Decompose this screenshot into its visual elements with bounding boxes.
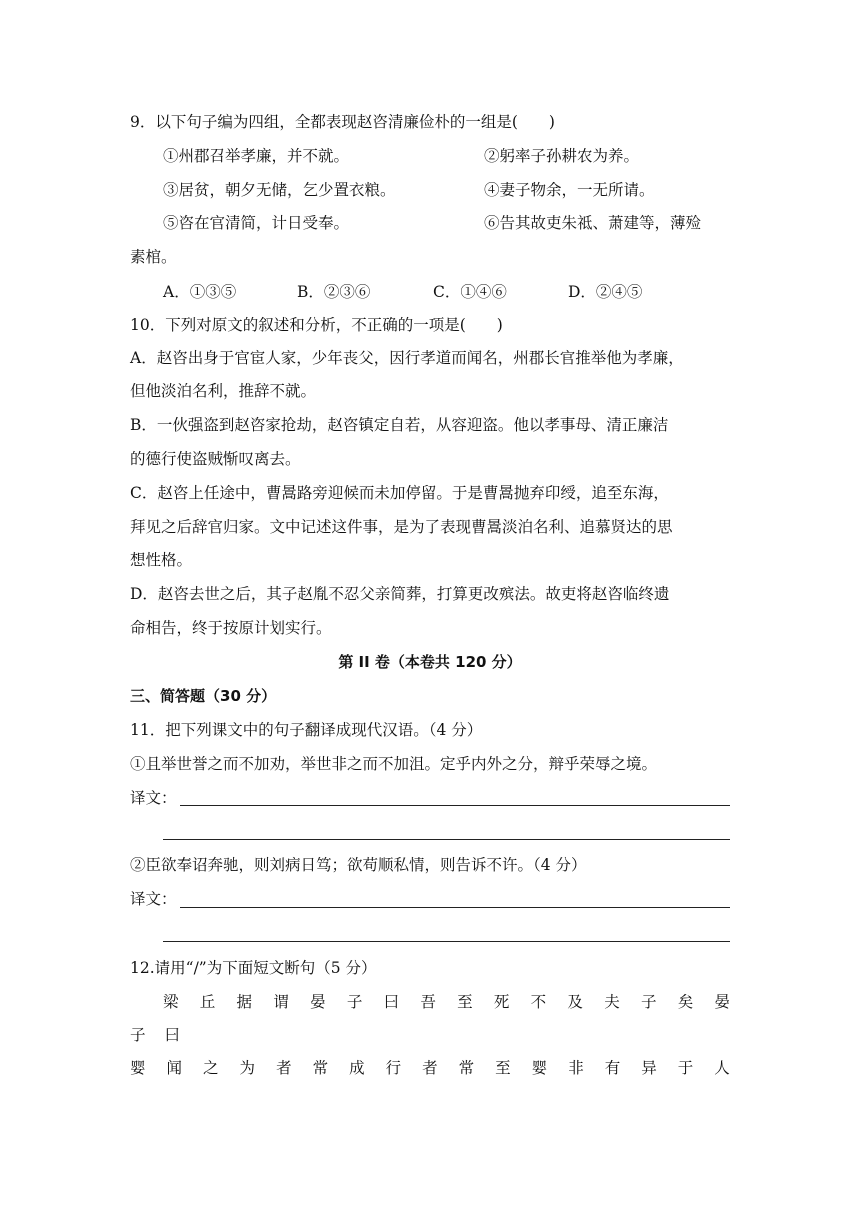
q9-item-4: ④妻子物余，一无所请。 [484, 181, 655, 199]
q12-char: 子 [640, 993, 657, 1011]
q12-char: 成 [349, 1059, 365, 1077]
q12-char: 为 [239, 1059, 256, 1077]
q12-char: 晏 [310, 993, 326, 1011]
q12-char: 之 [203, 1059, 219, 1077]
q11-translation-label-2: 译文： [130, 890, 177, 908]
q12-char: 至 [495, 1059, 511, 1077]
q10-option-b-line2: 的德行使盗贼惭叹离去。 [130, 450, 301, 468]
q9-item-5: ⑤咨在官清简，计日受奉。 [163, 214, 350, 232]
q9-option-c: C．①④⑥ [433, 283, 507, 301]
q11-sentence-1: ①且举世誉之而不加劝，举世非之而不加沮。定乎内外之分，辩乎荣辱之境。 [130, 755, 658, 773]
q12-char: 常 [312, 1059, 329, 1077]
q12-char: 子 [346, 993, 363, 1011]
q12-char: 于 [677, 1059, 694, 1077]
part-2-title: 第 II 卷（本卷共 120 分） [338, 653, 522, 671]
q12-char: 异 [641, 1059, 657, 1077]
q12-char: 行 [385, 1059, 402, 1077]
q12-char: 曰 [383, 993, 400, 1011]
q12-stem: 12.请用“/”为下面短文断句（5 分） [130, 959, 377, 977]
q10-option-d-line1: D．赵咨去世之后，其子赵胤不忍父亲简葬，打算更改殡法。故吏将赵咨临终遗 [130, 585, 670, 603]
q9-item-6b: 素棺。 [130, 248, 177, 266]
q9-option-a: A．①③⑤ [163, 283, 237, 301]
q10-option-b-line1: B．一伙强盗到赵咨家抢劫，赵咨镇定自若，从容迎盗。他以孝事母、清正廉洁 [130, 416, 669, 434]
q10-option-c-line3: 想性格。 [130, 551, 193, 569]
q9-option-b: B．②③⑥ [297, 283, 371, 301]
q12-char: 闻 [166, 1059, 183, 1077]
q12-char: 曰 [164, 1026, 200, 1044]
q12-char: 死 [493, 993, 510, 1011]
section-3-title: 三、简答题（30 分） [130, 687, 277, 705]
q12-char: 及 [567, 993, 583, 1011]
q12-char: 谓 [273, 993, 289, 1011]
answer-line[interactable] [180, 805, 730, 806]
q10-option-c-line2: 拜见之后辞官归家。文中记述这件事，是为了表现曹暠淡泊名利、追慕贤达的思 [130, 518, 673, 536]
q12-char: 不 [530, 993, 547, 1011]
q12-char: 人 [714, 1059, 730, 1077]
q11-translation-label-1: 译文： [130, 789, 177, 807]
q12-char: 据 [236, 993, 253, 1011]
q12-char: 丘 [199, 993, 216, 1011]
q10-option-a-line1: A．赵咨出身于官宦人家，少年丧父，因行孝道而闻名，州郡长官推举他为孝廉， [130, 349, 684, 367]
q9-item-2: ②躬率子孙耕农为养。 [484, 147, 640, 165]
q12-char: 有 [604, 1059, 621, 1077]
q11-stem: 11．把下列课文中的句子翻译成现代汉语。（4 分） [130, 721, 483, 739]
q12-char: 婴 [531, 1059, 548, 1077]
q12-char: 夫 [604, 993, 620, 1011]
q12-char: 者 [422, 1059, 438, 1077]
q11-sentence-2: ②臣欲奉诏奔驰，则刘病日笃；欲苟顺私情，则告诉不许。（4 分） [130, 856, 587, 874]
q12-text-row-2 [130, 1025, 199, 1045]
q9-item-1: ①州郡召举孝廉，并不就。 [163, 147, 350, 165]
q9-item-3: ③居贫，朝夕无储，乞少置衣粮。 [163, 181, 396, 199]
q10-option-a-line2: 但他淡泊名利，推辞不就。 [130, 382, 317, 400]
q9-item-6a: ⑥告其故吏朱祗、萧建等，薄殓 [484, 214, 702, 232]
q12-char: 矣 [677, 993, 694, 1011]
q12-char: 吾 [420, 993, 436, 1011]
q10-option-d-line2: 命相告，终于按原计划实行。 [130, 619, 332, 637]
q12-char: 子 [130, 1026, 165, 1044]
q12-char: 梁 [163, 993, 179, 1011]
q12-char: 者 [276, 1059, 292, 1077]
q9-option-d: D．②④⑤ [568, 283, 643, 301]
q12-char: 至 [457, 993, 473, 1011]
answer-line[interactable] [163, 941, 730, 942]
q12-text-row-3 [130, 1058, 730, 1078]
q12-text-row-1 [163, 992, 730, 1012]
answer-line[interactable] [180, 907, 730, 908]
q12-char: 晏 [714, 993, 730, 1011]
q10-stem: 10．下列对原文的叙述和分析，不正确的一项是( ) [130, 316, 503, 334]
q9-stem: 9．以下句子编为四组，全都表现赵咨清廉俭朴的一组是( ) [130, 113, 555, 131]
q10-option-c-line1: C．赵咨上任途中，曹暠路旁迎候而未加停留。于是曹暠抛弃印绶，追至东海， [130, 484, 669, 502]
q12-char: 常 [458, 1059, 475, 1077]
answer-line[interactable] [163, 839, 730, 840]
q12-char: 非 [568, 1059, 584, 1077]
q12-char: 婴 [130, 1059, 146, 1077]
